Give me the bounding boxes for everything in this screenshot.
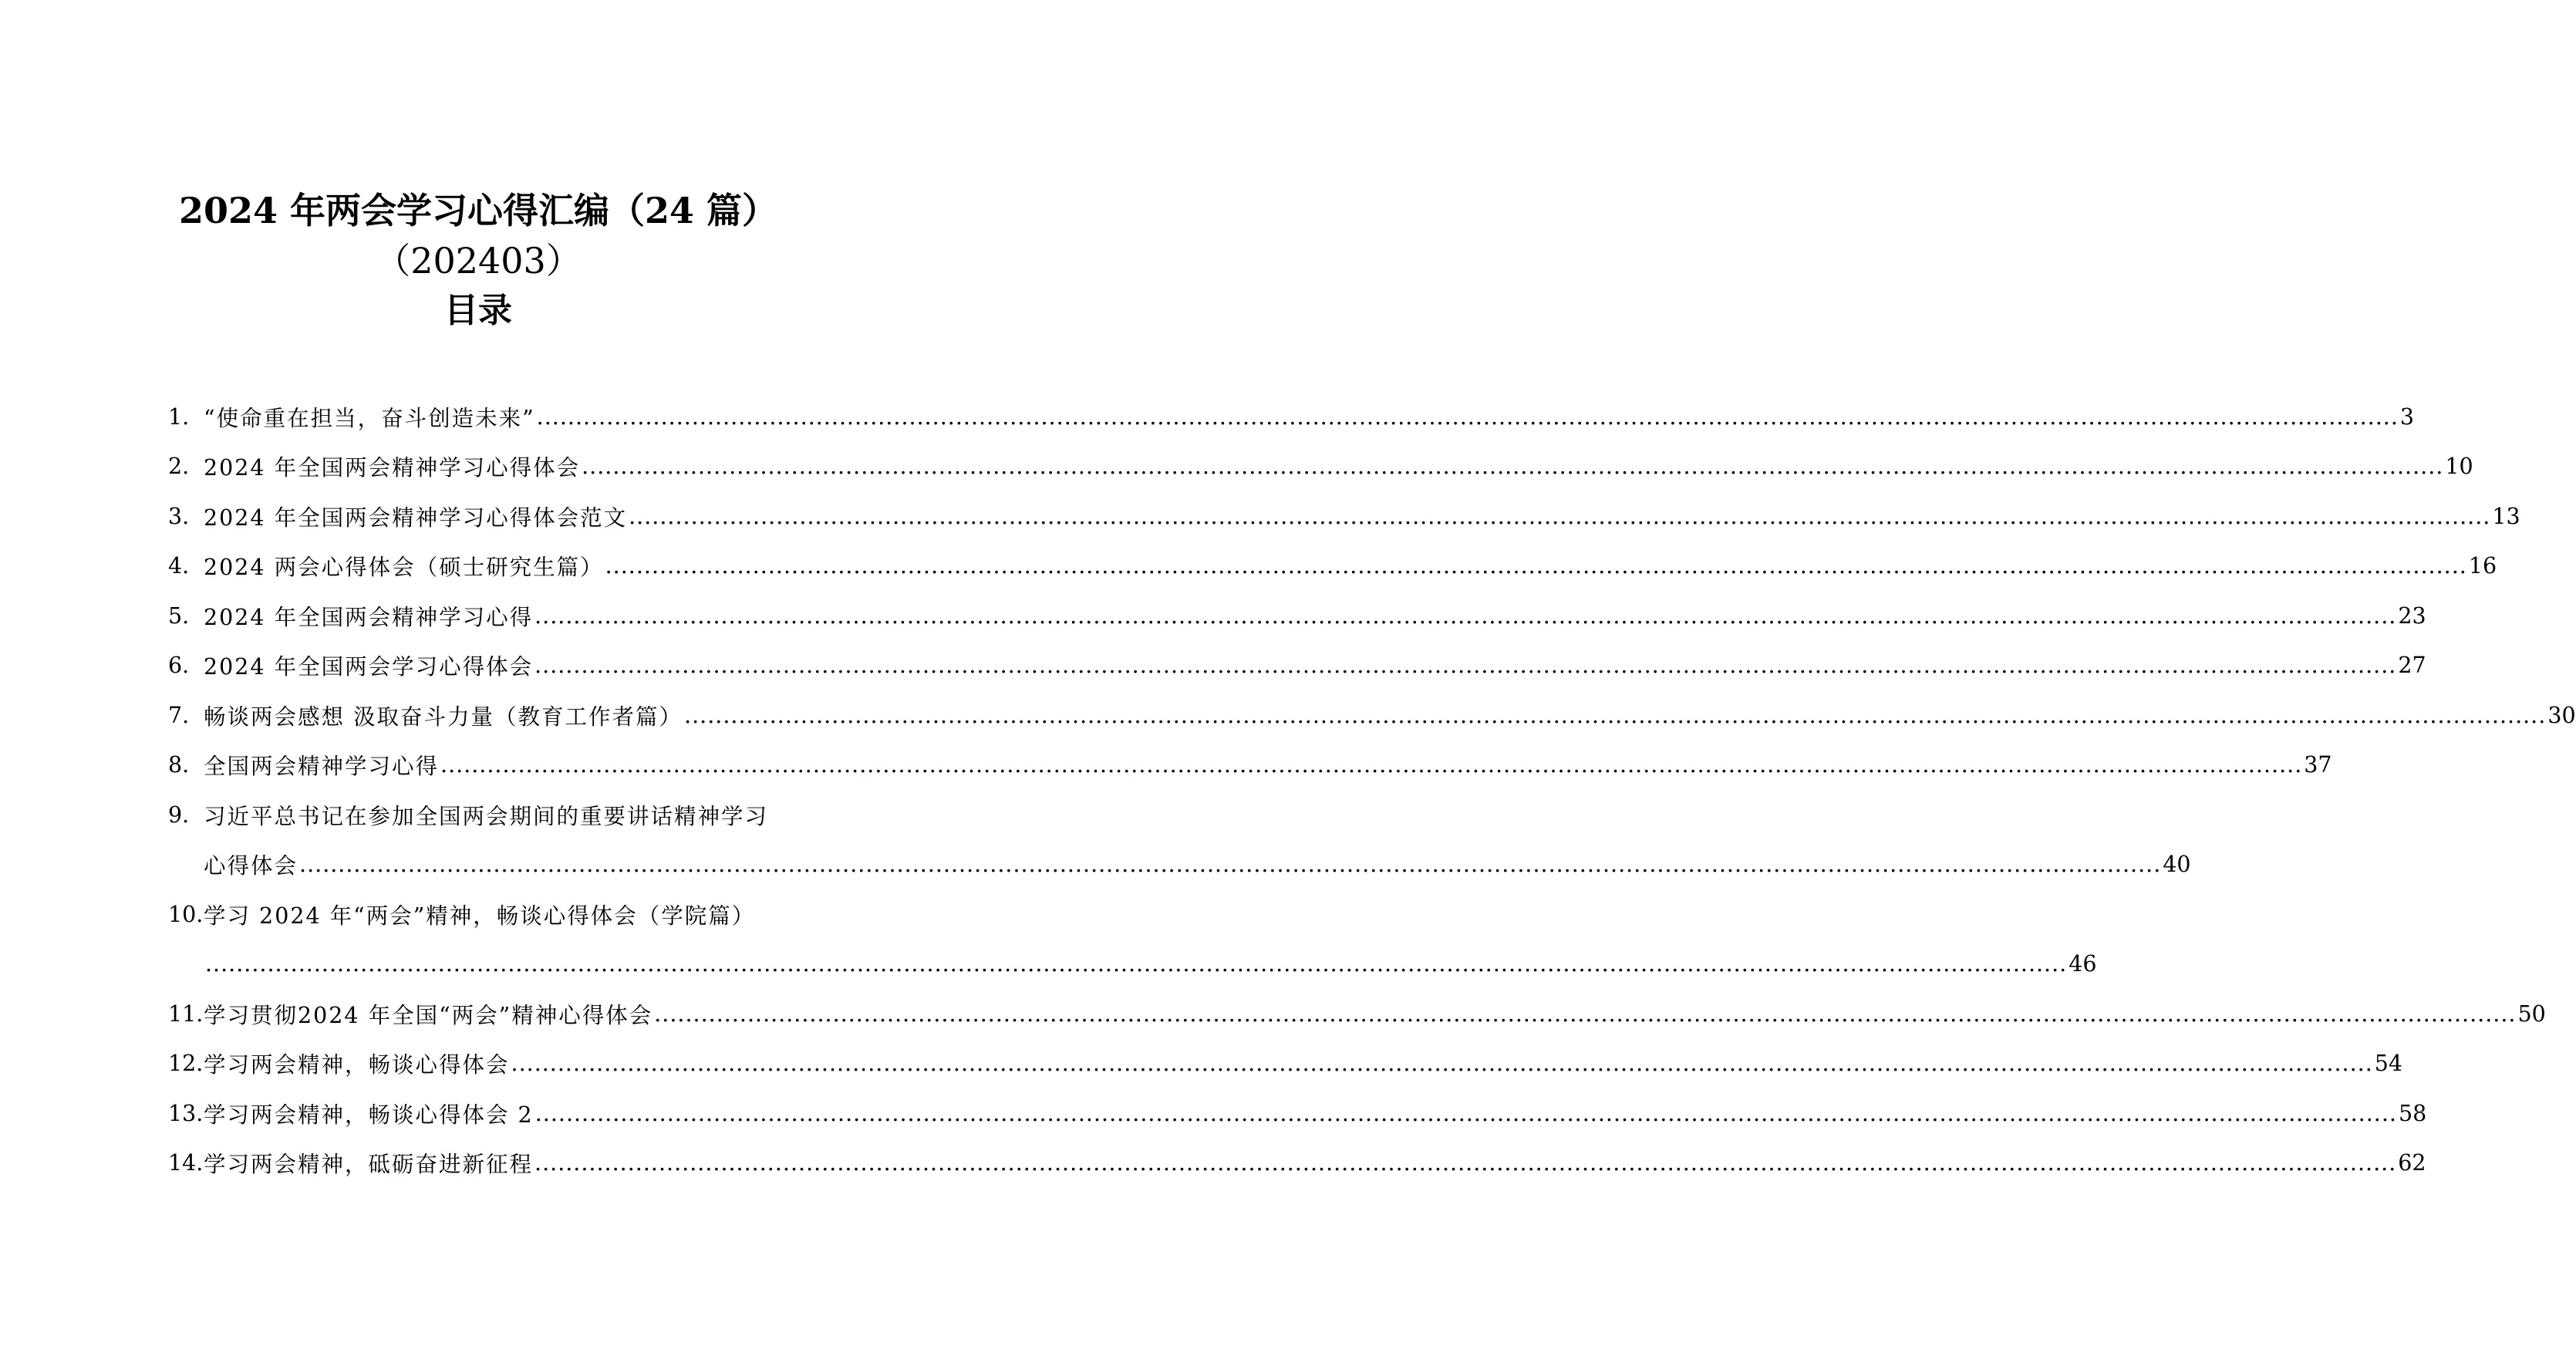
toc-entry-title-continued: 心得体会: [204, 853, 298, 879]
table-of-contents: [168, 392, 2576, 1188]
toc-entry-number: 12.: [168, 1051, 204, 1077]
toc-leader-dots: [582, 454, 2443, 479]
toc-entry-page: 23: [2398, 602, 2426, 629]
toc-leader-dots: [299, 852, 2161, 877]
toc-entry-5[interactable]: [168, 591, 2426, 641]
toc-leader-dots: [440, 752, 2302, 778]
toc-entry-number: 5.: [168, 602, 190, 629]
toc-entry-page: 3: [2399, 403, 2415, 430]
toc-entry-page: 58: [2398, 1100, 2427, 1126]
toc-entry-page: 27: [2398, 653, 2426, 679]
toc-entry-page: 50: [2517, 1000, 2546, 1027]
toc-entry-page: 30: [2547, 702, 2576, 728]
toc-leader-dots: [629, 504, 2490, 529]
toc-entry-page: 13: [2492, 503, 2520, 529]
toc-entry-title: 学习两会精神，畅谈心得体会: [204, 1052, 510, 1078]
toc-entry-number: 13.: [168, 1100, 204, 1126]
toc-leader-dots: [511, 1051, 2373, 1076]
toc-entry-page: 37: [2304, 752, 2332, 778]
toc-entry-page: 10: [2445, 454, 2473, 480]
toc-entry-12[interactable]: [168, 1039, 2403, 1089]
toc-entry-1[interactable]: [168, 392, 2415, 442]
toc-entry-10-continued[interactable]: [168, 940, 2097, 990]
toc-leader-dots: [534, 603, 2396, 629]
toc-entry-title: 学习两会精神，畅谈心得体会 2: [204, 1102, 534, 1128]
toc-leader-dots: [205, 951, 2067, 977]
toc-entry-6[interactable]: [168, 641, 2426, 691]
toc-entry-title: 习近平总书记在参加全国两会期间的重要讲话精神学习: [204, 803, 769, 829]
toc-leader-dots: [534, 653, 2396, 678]
toc-entry-8[interactable]: [168, 741, 2332, 791]
toc-entry-14[interactable]: [168, 1139, 2426, 1189]
toc-entry-number: 4.: [168, 553, 190, 579]
toc-entry-9-continued[interactable]: [168, 840, 2191, 890]
toc-entry-number: 7.: [168, 702, 190, 728]
toc-entry-number: 8.: [168, 752, 190, 778]
toc-leader-dots: [534, 1150, 2396, 1176]
document-subtitle: （202403）: [375, 240, 582, 282]
toc-entry-number: 2.: [168, 454, 190, 480]
toc-entry-7[interactable]: [168, 690, 2576, 741]
toc-entry-title: 全国两会精神学习心得: [204, 754, 440, 780]
toc-entry-number: 6.: [168, 653, 190, 679]
toc-entry-number: 11.: [168, 1000, 204, 1027]
toc-entry-page: 62: [2398, 1150, 2426, 1176]
toc-entry-number: 9.: [168, 801, 190, 828]
toc-entry-page: 54: [2374, 1051, 2403, 1077]
toc-entry-page: 40: [2163, 852, 2191, 878]
toc-entry-page: 16: [2468, 553, 2497, 579]
toc-entry-13[interactable]: [168, 1088, 2427, 1139]
toc-entry-10[interactable]: [168, 889, 789, 940]
toc-leader-dots: [654, 1001, 2516, 1027]
toc-entry-title: 学习两会精神，砥砺奋进新征程: [204, 1152, 534, 1178]
toc-leader-dots: [535, 1101, 2397, 1126]
toc-leader-dots: [684, 703, 2546, 728]
toc-entry-3[interactable]: [168, 491, 2520, 542]
toc-entry-title: 学习贯彻2024 年全国“两会”精神心得体会: [204, 1002, 653, 1028]
toc-entry-page: 46: [2069, 951, 2097, 977]
toc-entry-title: “使命重在担当，奋斗创造未来”: [204, 405, 535, 431]
toc-entry-4[interactable]: [168, 542, 2497, 592]
toc-entry-2[interactable]: [168, 442, 2473, 492]
toc-leader-dots: [605, 553, 2467, 579]
toc-entry-title: 2024 年全国两会精神学习心得: [204, 604, 534, 630]
toc-entry-number: 10.: [168, 901, 204, 927]
toc-entry-number: 1.: [168, 403, 190, 430]
toc-entry-11[interactable]: [168, 989, 2546, 1039]
document-title: 2024 年两会学习心得汇编（24 篇）: [178, 190, 778, 231]
toc-entry-title: 2024 年全国两会学习心得体会: [204, 654, 534, 680]
toc-entry-number: 3.: [168, 503, 190, 529]
toc-entry-9[interactable]: [168, 790, 789, 840]
toc-entry-title: 2024 两会心得体会（硕士研究生篇）: [204, 555, 604, 581]
toc-entry-number: 14.: [168, 1150, 204, 1176]
toc-entry-title: 2024 年全国两会精神学习心得体会: [204, 455, 581, 481]
toc-entry-title: 2024 年全国两会精神学习心得体会范文: [204, 504, 628, 531]
toc-heading: 目录: [444, 291, 512, 330]
toc-entry-title: 学习 2024 年“两会”精神，畅谈心得体会（学院篇）: [204, 903, 756, 929]
toc-entry-title: 畅谈两会感想 汲取奋斗力量（教育工作者篇）: [204, 703, 683, 730]
toc-leader-dots: [537, 404, 2399, 430]
